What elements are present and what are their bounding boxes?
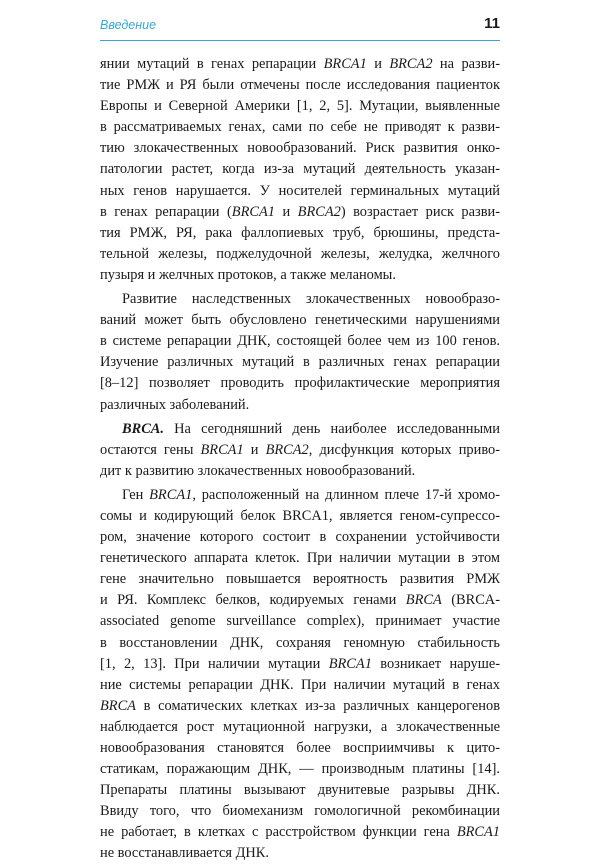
text-line: генетического аппарата клеток. При наличии мутации в этом [100, 550, 500, 567]
gene-name: BRCA1 [200, 441, 244, 458]
text-line: наблюдается рост мутационной нагрузки, а злокачественные [100, 718, 500, 735]
text-line: тия РМЖ, РЯ, рака фаллопиевых труб, брюшины, предста- [100, 224, 500, 241]
text-line: Изучение различных мутаций в различных генах репарации [100, 354, 500, 371]
gene-name: BRCA [405, 592, 442, 609]
paragraph [100, 54, 500, 286]
text-line: патологии растет, когда из-за мутаций деятельность указан- [100, 161, 500, 178]
gene-name: BRCA1 [323, 56, 367, 72]
paragraph [100, 485, 500, 865]
text-line: гене значительно повышается вероятность развития РМЖ [100, 571, 500, 588]
running-header [100, 15, 500, 41]
text-line: BRCA. На сегодняшний день наиболее исследованными [122, 420, 500, 437]
text-line: янии мутаций в генах репарации BRCA1 и BRCA2 на разви- [100, 56, 500, 72]
text-line: ваний может быть обусловлено генетическими нарушениями [100, 312, 500, 329]
text-line: ром, значение которого состоит в сохранении устойчивости [100, 529, 500, 546]
body-text [100, 54, 500, 865]
paragraph [100, 419, 500, 482]
text-line: Европы и Северной Америки [1, 2, 5]. Мутации, выявленные [100, 98, 500, 115]
text-line: в восстановлении ДНК, сохраняя геномную стабильность [100, 634, 500, 651]
text-line: сомы и кодирующий белок BRCA1, является геном-супрессо- [100, 507, 500, 524]
text-line: [1, 2, 13]. При наличии мутации BRCA1 возникает наруше- [100, 655, 501, 672]
text-line: не восстанавливается ДНК. [100, 845, 269, 862]
text-line: дит к развитию злокачественных новообразований. [100, 462, 416, 479]
text-line: остаются гены BRCA1 и BRCA2, дисфункция которых приво- [100, 441, 500, 458]
gene-name: BRCA2 [297, 203, 341, 220]
section-lead: BRCA. [122, 420, 164, 437]
text-line: тельной железы, поджелудочной железы, желудка, желчного [100, 245, 500, 262]
gene-name: BRCA [100, 697, 136, 714]
text-line: не работает, в клетках с расстройством функции гена BRCA1 [100, 824, 500, 841]
text-line: ние системы репарации ДНК. При наличии мутаций в генах [100, 676, 500, 693]
text-line: различных заболеваний. [100, 396, 250, 413]
text-line: BRCA в соматических клетках из-за различных канцерогенов [100, 697, 500, 714]
text-line: Развитие наследственных злокачественных новообразо- [122, 291, 500, 308]
paragraph [100, 289, 500, 416]
text-line: Ввиду того, что биомеханизм гомологичной рекомбинации [100, 803, 500, 820]
gene-name: BRCA1 [328, 655, 372, 672]
text-line: в генах репарации (BRCA1 и BRCA2) возрастает риск разви- [100, 203, 500, 220]
text-line: тие РМЖ и РЯ были отмечены после исследования пациенток [100, 77, 500, 94]
text-line: в системе репарации ДНК, состоящей более чем из 100 генов. [100, 333, 500, 350]
text-line: Препараты платины вызывают двунитевые разрывы ДНК. [100, 782, 500, 799]
text-line: associated genome surveillance complex), принимает участие [100, 613, 500, 630]
chapter-title: Введение [100, 18, 157, 32]
page-number: 11 [484, 15, 500, 32]
text-line: статикам, поражающим ДНК, — производным платины [14]. [100, 761, 500, 778]
text-line: в рассматриваемых генах, сами по себе не приводят к разви- [100, 119, 500, 136]
gene-name: BRCA1 [456, 824, 500, 841]
gene-name: BRCA2 [389, 56, 433, 72]
text-line: ных генов нарушается. У носителей герминальных мутаций [100, 182, 500, 199]
text-line: тию злокачественных новообразований. Риск развития онко- [100, 140, 500, 157]
gene-name: BRCA1 [149, 486, 193, 503]
text-line: и РЯ. Комплекс белков, кодируемых генами BRCA (BRCA- [100, 592, 500, 609]
text-line: Ген BRCA1, расположенный на длинном плече 17-й хромо- [122, 486, 500, 503]
text-line: пузыря и желчных протоков, а также меланомы. [100, 266, 396, 283]
text-line: [8–12] позволяет проводить профилактические мероприятия [100, 375, 500, 392]
gene-name: BRCA2 [265, 441, 309, 458]
text-line: новообразования становятся более восприимчивы к цито- [100, 740, 500, 756]
gene-name: BRCA1 [231, 203, 275, 220]
